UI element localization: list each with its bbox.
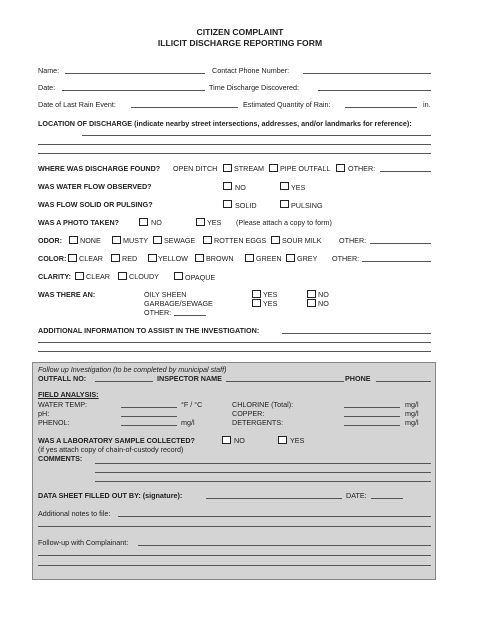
- odor-none-label: NONE: [80, 236, 101, 245]
- form-title: CITIZEN COMPLAINT: [196, 27, 284, 37]
- oily-sheen-label: OILY SHEEN: [144, 290, 187, 299]
- lab-note: (if yes attach copy of chain-of-custody record): [38, 445, 184, 454]
- outfall-label: OUTFALL NO:: [38, 374, 87, 383]
- opt-stream-checkbox[interactable]: [269, 164, 278, 172]
- last-rain-field[interactable]: [131, 107, 238, 108]
- photo-yes-checkbox[interactable]: [196, 218, 205, 226]
- odor-rotten-eggs-label: ROTTEN EGGS: [214, 236, 267, 245]
- opt-open-ditch-checkbox[interactable]: [223, 164, 232, 172]
- color-other-field[interactable]: [362, 261, 431, 262]
- phenol-label: PHENOL:: [38, 418, 70, 427]
- oily-sheen-no-checkbox[interactable]: [307, 290, 316, 298]
- ph-field[interactable]: [121, 416, 177, 417]
- rain-unit: in.: [423, 100, 431, 109]
- complainant-line-2[interactable]: [38, 555, 431, 556]
- color-red-checkbox[interactable]: [111, 254, 120, 262]
- flow-yes-label: YES: [291, 183, 306, 192]
- phone-label: PHONE: [345, 374, 371, 383]
- inspector-label: INSPECTOR NAME: [157, 374, 222, 383]
- opt-stream-label: STREAM: [234, 164, 264, 173]
- location-label: LOCATION OF DISCHARGE (indicate nearby street intersections, addresses, and/or landmarks for reference):: [38, 119, 412, 128]
- chlorine-unit: mg/l: [405, 400, 419, 409]
- rain-quantity-field[interactable]: [345, 107, 417, 108]
- odor-sewage-checkbox[interactable]: [153, 236, 162, 244]
- detergents-field[interactable]: [344, 425, 400, 426]
- where-found-label: WHERE WAS DISCHARGE FOUND?: [38, 164, 161, 173]
- opt-pipe-outfall-checkbox[interactable]: [336, 164, 345, 172]
- complainant-line-1[interactable]: [138, 545, 431, 546]
- datasheet-label: DATA SHEET FILLED OUT BY: (signature):: [38, 491, 183, 500]
- clarity-label: CLARITY:: [38, 272, 72, 281]
- form-subtitle: ILLICIT DISCHARGE REPORTING FORM: [157, 38, 323, 48]
- chlorine-label: CHLORINE (Total):: [232, 400, 294, 409]
- detergents-unit: mg/l: [405, 418, 419, 427]
- there-other-label: OTHER:: [144, 308, 172, 317]
- lab-no-label: NO: [234, 436, 245, 445]
- name-label: Name:: [38, 66, 60, 75]
- clarity-opaque-label: OPAQUE: [185, 273, 216, 282]
- phenol-unit: mg/l: [181, 418, 195, 427]
- solid-checkbox[interactable]: [223, 200, 232, 208]
- ph-label: pH:: [38, 409, 50, 418]
- follow-up-heading: Follow up Investigation (to be completed by municipal staff): [38, 365, 227, 374]
- odor-label: ODOR:: [38, 236, 62, 245]
- copper-label: COPPER:: [232, 409, 265, 418]
- odor-sour-milk-label: SOUR MILK: [282, 236, 322, 245]
- chlorine-field[interactable]: [344, 407, 400, 408]
- location-line-3[interactable]: [38, 153, 431, 154]
- odor-musty-checkbox[interactable]: [112, 236, 121, 244]
- opt-open-ditch-label: OPEN DITCH: [173, 164, 218, 173]
- color-grey-label: GREY: [297, 254, 318, 263]
- date-field[interactable]: [62, 90, 205, 91]
- flow-no-label: NO: [235, 183, 246, 192]
- datasheet-date-field[interactable]: [371, 498, 403, 499]
- flow-observed-label: WAS WATER FLOW OBSERVED?: [38, 182, 152, 191]
- color-clear-checkbox[interactable]: [68, 254, 77, 262]
- clarity-cloudy-checkbox[interactable]: [118, 272, 127, 280]
- oily-sheen-yes-checkbox[interactable]: [252, 290, 261, 298]
- was-there-label: WAS THERE AN:: [38, 290, 96, 299]
- comments-line-2[interactable]: [95, 472, 431, 473]
- datasheet-date-label: DATE:: [346, 491, 367, 500]
- copper-field[interactable]: [344, 416, 400, 417]
- signature-field[interactable]: [206, 498, 342, 499]
- color-other-label: OTHER:: [332, 254, 360, 263]
- date-label: Date:: [38, 83, 56, 92]
- phenol-field[interactable]: [121, 425, 177, 426]
- odor-other-label: OTHER:: [339, 236, 367, 245]
- odor-musty-label: MUSTY: [123, 236, 149, 245]
- flow-no-checkbox[interactable]: [223, 182, 232, 190]
- photo-no-checkbox[interactable]: [139, 218, 148, 226]
- there-other-field[interactable]: [174, 315, 206, 316]
- odor-sewage-label: SEWAGE: [164, 236, 196, 245]
- flow-yes-checkbox[interactable]: [280, 182, 289, 190]
- garbage-no-checkbox[interactable]: [307, 299, 316, 307]
- garbage-sewage-label: GARBAGE/SEWAGE: [144, 299, 213, 308]
- odor-none-checkbox[interactable]: [69, 236, 78, 244]
- pulsing-label: PULSING: [291, 201, 323, 210]
- lab-no-checkbox[interactable]: [222, 436, 231, 444]
- water-temp-field[interactable]: [121, 407, 177, 408]
- notes-line-2[interactable]: [38, 526, 431, 527]
- color-brown-checkbox[interactable]: [195, 254, 204, 262]
- contact-phone-label: Contact Phone Number:: [212, 66, 290, 75]
- rain-quantity-label: Estimated Quantity of Rain:: [243, 100, 331, 109]
- lab-yes-checkbox[interactable]: [278, 436, 287, 444]
- location-line-2[interactable]: [38, 144, 431, 145]
- solid-pulsing-label: WAS FLOW SOLID OR PULSING?: [38, 200, 153, 209]
- clarity-clear-label: CLEAR: [86, 272, 110, 281]
- notes-label: Additional notes to file:: [38, 509, 111, 518]
- detergents-label: DETERGENTS:: [232, 418, 284, 427]
- contact-phone-field[interactable]: [303, 73, 431, 74]
- garbage-yes-checkbox[interactable]: [252, 299, 261, 307]
- comments-line-1[interactable]: [95, 463, 431, 464]
- photo-yes-label: YES: [207, 218, 222, 227]
- water-temp-label: WATER TEMP:: [38, 400, 87, 409]
- additional-info-line-3[interactable]: [38, 351, 431, 352]
- oily-sheen-no-label: NO: [318, 290, 329, 299]
- photo-note: (Please attach a copy to form): [236, 218, 332, 227]
- comments-line-3[interactable]: [95, 481, 431, 482]
- time-discovered-label: Time Discharge Discovered:: [209, 83, 300, 92]
- color-grey-checkbox[interactable]: [286, 254, 295, 262]
- clarity-opaque-checkbox[interactable]: [174, 272, 183, 280]
- lab-yes-label: YES: [290, 436, 305, 445]
- color-yellow-checkbox[interactable]: [148, 254, 157, 262]
- additional-info-line-2[interactable]: [38, 342, 431, 343]
- phone-field[interactable]: [376, 381, 431, 382]
- last-rain-label: Date of Last Rain Event:: [38, 100, 116, 109]
- comments-label: COMMENTS:: [38, 454, 83, 463]
- notes-line-1[interactable]: [118, 516, 431, 517]
- inspector-field[interactable]: [226, 381, 344, 382]
- additional-info-line-1[interactable]: [282, 333, 431, 334]
- complainant-label: Follow-up with Complainant:: [38, 538, 129, 547]
- color-red-label: RED: [122, 254, 138, 263]
- additional-info-label: ADDITIONAL INFORMATION TO ASSIST IN THE INVESTIGATION:: [38, 326, 260, 335]
- opt-pipe-outfall-label: PIPE OUTFALL: [280, 164, 331, 173]
- photo-label: WAS A PHOTO TAKEN?: [38, 218, 120, 227]
- clarity-cloudy-label: CLOUDY: [129, 272, 159, 281]
- name-field[interactable]: [65, 73, 205, 74]
- color-brown-label: BROWN: [206, 254, 234, 263]
- odor-rotten-eggs-checkbox[interactable]: [203, 236, 212, 244]
- clarity-clear-checkbox[interactable]: [75, 272, 84, 280]
- color-clear-label: CLEAR: [79, 254, 103, 263]
- field-analysis-label: FIELD ANALYSIS:: [38, 390, 99, 399]
- oily-sheen-yes-label: YES: [263, 290, 278, 299]
- odor-other-field[interactable]: [370, 243, 431, 244]
- odor-sour-milk-checkbox[interactable]: [271, 236, 280, 244]
- color-green-checkbox[interactable]: [245, 254, 254, 262]
- temp-unit: °F / °C: [181, 400, 203, 409]
- color-yellow-label: YELLOW: [158, 254, 188, 263]
- color-green-label: GREEN: [256, 254, 282, 263]
- outfall-field[interactable]: [95, 381, 153, 382]
- complainant-line-3[interactable]: [38, 565, 431, 566]
- photo-no-label: NO: [151, 218, 162, 227]
- opt-other-label: OTHER:: [348, 164, 376, 173]
- location-line-1[interactable]: [82, 135, 431, 136]
- solid-label: SOLID: [235, 201, 257, 210]
- garbage-yes-label: YES: [263, 299, 278, 308]
- lab-sample-label: WAS A LABORATORY SAMPLE COLLECTED?: [38, 436, 195, 445]
- pulsing-checkbox[interactable]: [280, 200, 289, 208]
- where-other-field[interactable]: [380, 171, 431, 172]
- copper-unit: mg/l: [405, 409, 419, 418]
- color-label: COLOR:: [38, 254, 67, 263]
- garbage-no-label: NO: [318, 299, 329, 308]
- time-discovered-field[interactable]: [318, 90, 431, 91]
